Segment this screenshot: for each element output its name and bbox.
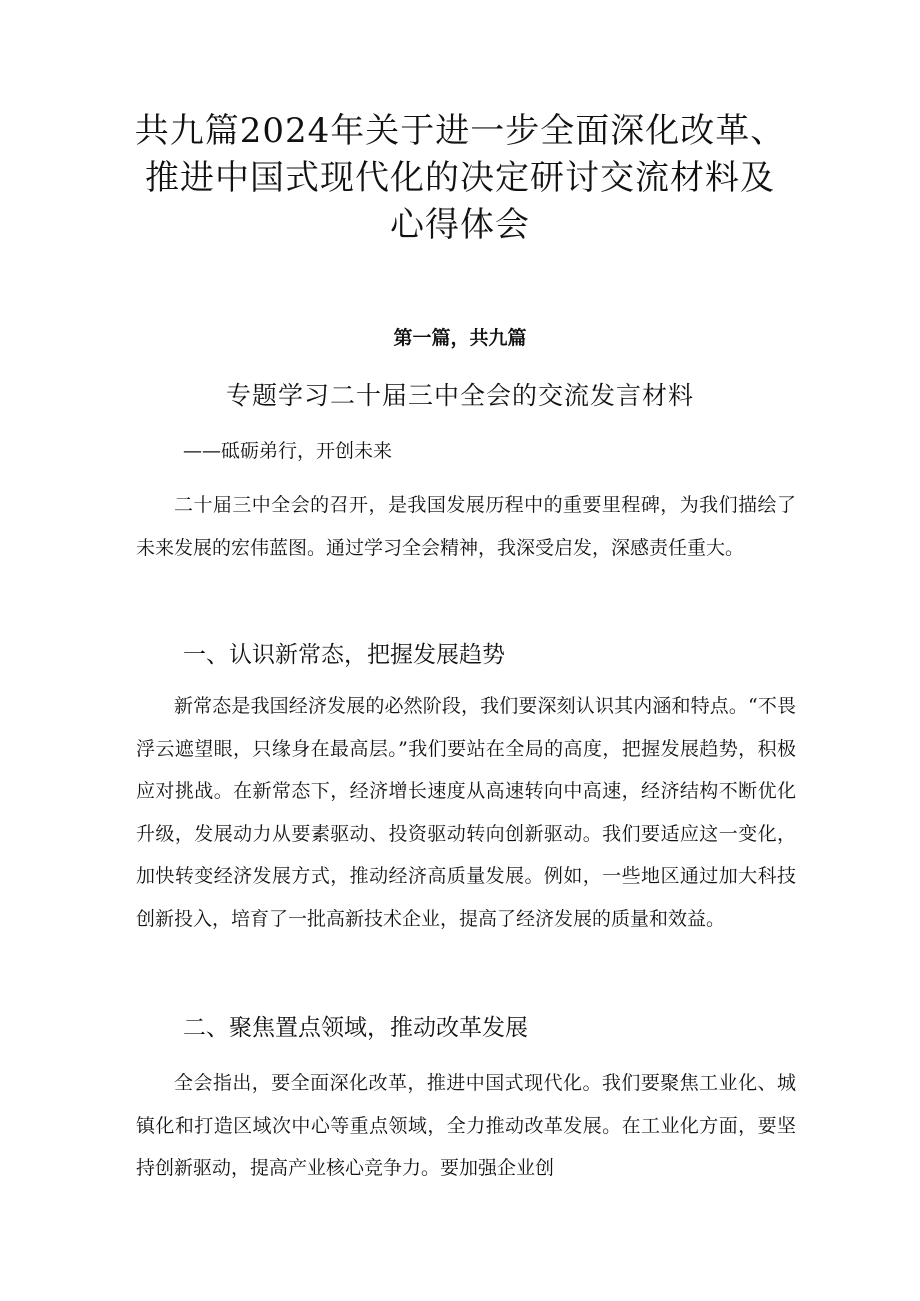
title-line-1: 共九篇2024年关于进一步全面深化改革、 <box>134 111 786 151</box>
intro-paragraph: 二十届三中全会的召开，是我国发展历程中的重要里程碑，为我们描绘了未来发展的宏伟蓝图。通过学习全会精神，我深受启发，深感责任重大。 <box>136 494 796 559</box>
section-number: 第一篇，共九篇 <box>393 327 527 349</box>
section-title: 专题学习二十届三中全会的交流发言材料 <box>225 381 694 410</box>
heading-one: 一、认识新常态，把握发展趋势 <box>183 642 505 668</box>
heading-two: 二、聚焦置点领域，推动改革发展 <box>183 1015 528 1041</box>
paragraph-reform: 全会指出，要全面深化改革，推进中国式现代化。我们要聚焦工业化、城镇化和打造区域次中心等重点领域，全力推动改革发展。在工业化方面，要坚持创新驱动，提高产业核心竞争力。要加强企业创 <box>136 1072 796 1179</box>
title-line-3: 心得体会 <box>390 205 530 245</box>
title-line-2: 推进中国式现代化的决定研讨交流材料及 <box>145 158 775 198</box>
document-title <box>60 108 860 249</box>
section-subtitle: ——砥砺弟行，开创未来 <box>183 440 393 462</box>
paragraph-new-normal: 新常态是我国经济发展的必然阶段，我们要深刻认识其内涵和特点。“不畏浮云遮望眼，只缘身在最高层。”我们要站在全局的高度，把握发展趋势，积极应对挑战。在新常态下，经济增长速度从高速转向中高速，经济结构不断优化升级，发展动力从要素驱动、投资驱动转向创新驱动。我们要适应这一变化，加快转变经济发展方式，推动经济高质量发展。例如，一些地区通过加大科技创新投入，培育了一批高新技术企业，提高了经济发展的质量和效益。 <box>136 695 796 930</box>
